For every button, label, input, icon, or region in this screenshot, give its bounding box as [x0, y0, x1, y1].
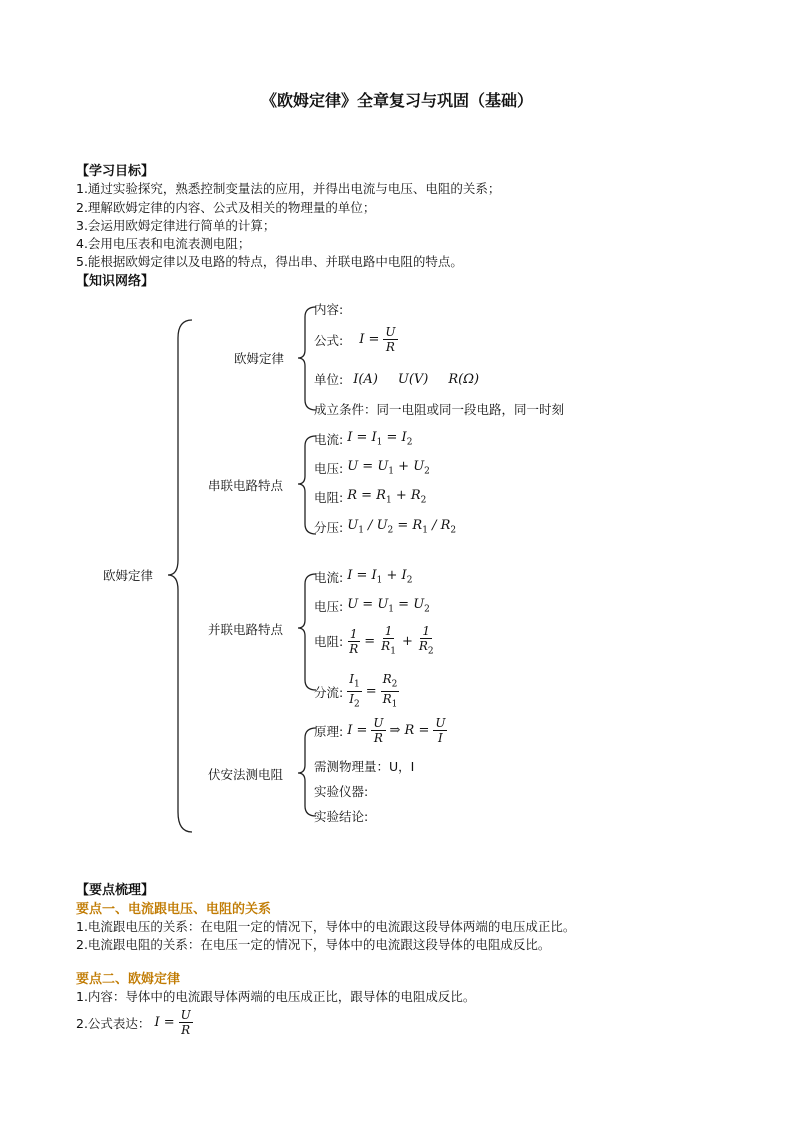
series-resistance: 电阻: $R = R_1 + R_2$ — [314, 488, 427, 506]
voltammeter-conclusion: 实验结论: — [314, 809, 369, 824]
parallel-node: 并联电路特点 — [208, 622, 284, 637]
voltammeter-node: 伏安法测电阻 — [208, 767, 284, 782]
parallel-voltage: 电压: $U = U_1 = U_2$ — [314, 597, 430, 615]
point-one-item: 1.电流跟电压的关系：在电阻一定的情况下，导体中的电流跟这段导体两端的电压成正比。 — [76, 919, 576, 934]
network-root: 欧姆定律 — [103, 568, 154, 583]
law-node: 欧姆定律 — [234, 351, 285, 366]
parallel-divide: 分流: $\frac{I_1}{I_2}$ = $\frac{R_2}{R_1}$ — [314, 672, 398, 710]
network-heading: 【知识网络】 — [76, 274, 155, 289]
point-two-title: 要点二、欧姆定律 — [76, 972, 181, 987]
law-content: 内容: — [314, 302, 344, 317]
point-one-item: 2.电流跟电阻的关系：在电压一定的情况下，导体中的电流跟这段导体的电阻成反比。 — [76, 937, 551, 952]
page-title: 《欧姆定律》全章复习与巩固（基础） — [260, 91, 533, 110]
goal-item: 2.理解欧姆定律的内容、公式及相关的物理量的单位； — [76, 200, 376, 215]
goal-item: 4.会用电压表和电流表测电阻； — [76, 236, 251, 251]
series-node: 串联电路特点 — [208, 478, 284, 493]
series-current: 电流: $I = I_1 = I_2$ — [314, 430, 413, 448]
goals-heading: 【学习目标】 — [76, 164, 155, 179]
voltammeter-measure: 需测物理量：U，I — [314, 759, 415, 774]
law-units: 单位: I(A) U(V) R(Ω) — [314, 371, 480, 387]
series-divide: 分压: $U_1 / U_2 = R_1 / R_2$ — [314, 518, 457, 536]
point-two-formula: 2.公式表达： I = $\frac{U}{R}$ — [76, 1008, 191, 1037]
point-two-item: 1.内容：导体中的电流跟导体两端的电压成正比，跟导体的电阻成反比。 — [76, 989, 476, 1004]
law-condition: 成立条件：同一电阻或同一段电路，同一时刻 — [314, 402, 565, 417]
law-formula: 公式: I = $\frac{U}{R}$ — [314, 325, 396, 354]
voltammeter-instruments: 实验仪器: — [314, 784, 369, 799]
voltammeter-principle: 原理: I = $\frac{U}{R}$ ⇒ R = $\frac{U}{I}$ — [314, 716, 446, 745]
series-voltage: 电压: $U = U_1 + U_2$ — [314, 459, 430, 477]
goal-item: 3.会运用欧姆定律进行简单的计算； — [76, 218, 276, 233]
points-heading: 【要点梳理】 — [76, 883, 155, 898]
point-one-title: 要点一、电流跟电压、电阻的关系 — [76, 902, 272, 917]
goal-item: 5.能根据欧姆定律以及电路的特点，得出串、并联电路中电阻的特点。 — [76, 254, 463, 269]
parallel-current: 电流: $I = I_1 + I_2$ — [314, 568, 413, 586]
parallel-resistance: 电阻: $\frac{1}{R}$ = $\frac{1}{R_1}$ + $\frac{1}{R_2}$ — [314, 624, 434, 657]
goal-item: 1.通过实验探究，熟悉控制变量法的应用，并得出电流与电压、电阻的关系； — [76, 181, 501, 196]
